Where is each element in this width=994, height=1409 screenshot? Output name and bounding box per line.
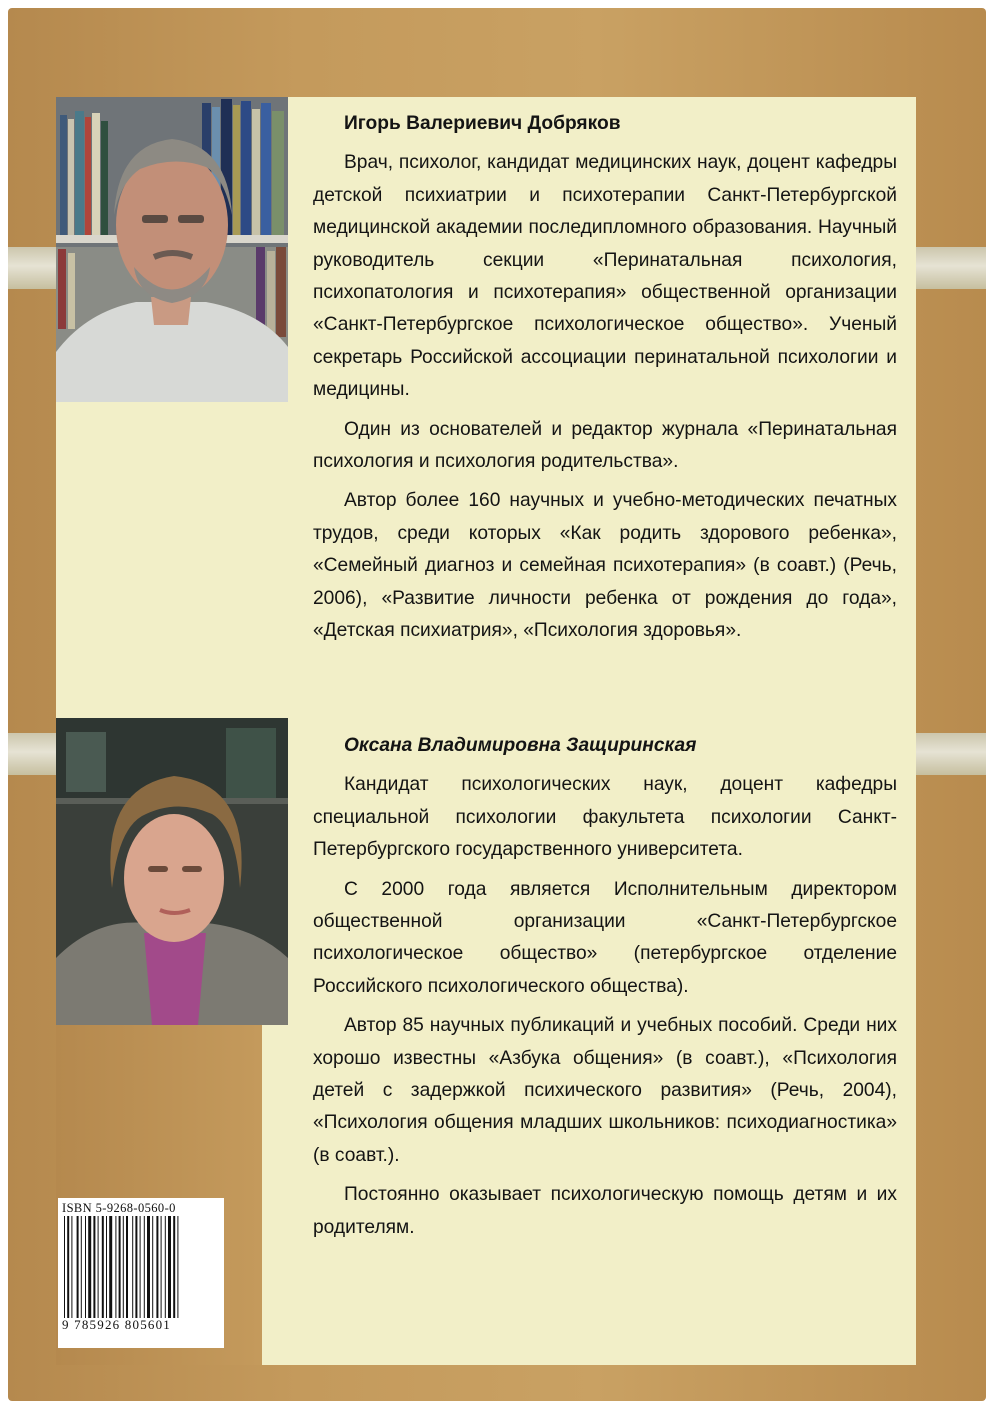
author-photo-dobryakov [56,97,288,402]
barcode-digits: 9 785926 805601 [62,1318,220,1332]
author-bio-paragraph: Автор 85 научных публикаций и учебных пособий. Среди них хорошо известны «Азбука общения» (в соавт.), «Психология детей с задержкой психического развития» (Речь, 2004), «Психология общения младших школьников: психодиагностика» (в соавт.). [313,1015,897,1166]
author-bio-paragraph: Постоянно оказывает психологическую помощь детям и их родителям. [313,1184,897,1238]
barcode-bars [62,1216,220,1328]
author-block-1 [313,108,897,648]
author-bio-paragraph: Автор более 160 научных и учебно-методических печатных трудов, среди которых «Как родить здорового ребенка», «Семейный диагноз и семейная психотерапия» (в соавт.) (Речь, 2006), «Развитие личности ребенка от рождения до года», «Детская психиатрия», «Психология здоровья». [313,490,897,642]
author-bio-paragraph: Врач, психолог, кандидат медицинских наук, доцент кафедры детской психиатрии и психотерапии Санкт-Петербургской медицинской академии последипломного образования. Научный руководитель секции «Перинатальная психология, психопатология и психотерапия» общественной организации «Санкт-Петербургское психологическое общество». Ученый секретарь Российской ассоциации перинатальной психологии и медицины. [313,152,897,401]
author-bio-paragraph: Кандидат психологических наук, доцент кафедры специальной психологии факультета психологии Санкт-Петербургского государственного университета. [313,774,897,861]
author-bio-paragraph: С 2000 года является Исполнительным директором общественной организации «Санкт-Петербургское психологическое общество» (петербургское отделение Российского психологического общества). [313,878,897,997]
author-name: Игорь Валериевич Добряков [344,113,621,134]
author-photo-zashchirinskaya [56,718,288,1025]
isbn-barcode [58,1198,224,1348]
author-bio-paragraph: Один из основателей и редактор журнала «Перинатальная психология и психология родительства». [313,418,897,473]
author-block-2 [313,730,897,1244]
isbn-label: ISBN 5-9268-0560-0 [62,1201,176,1215]
author-name: Оксана Владимировна Защиринская [344,735,697,756]
